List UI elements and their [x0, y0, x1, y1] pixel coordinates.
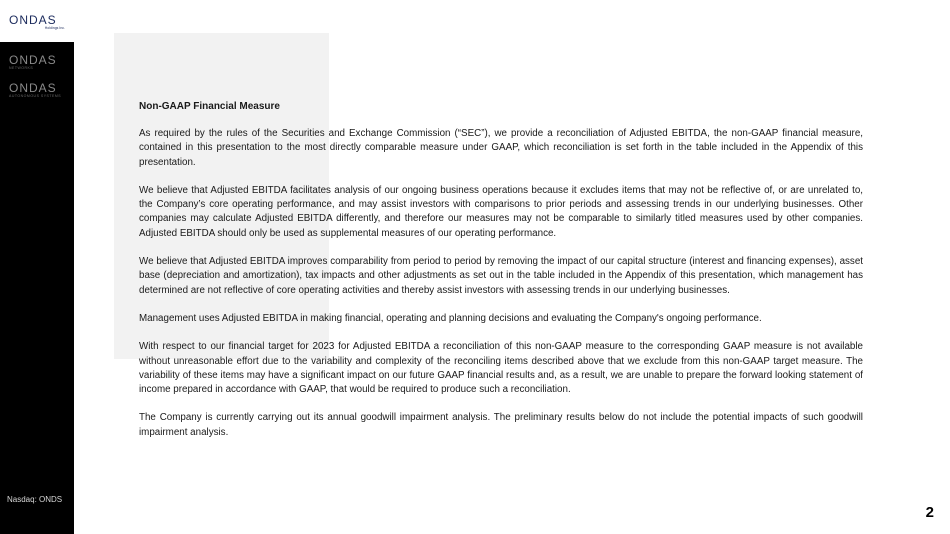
paragraph: As required by the rules of the Securities and Exchange Commission (“SEC”), we provide a reconciliation of Adjusted EBITDA, the non-GAAP financial measure, contained in this presentation to the most directly comparable measure under GAAP, which reconciliation is set forth in the table included in the Appendix of this presentation.	[139, 128, 863, 168]
left-sidebar	[0, 42, 74, 534]
logo-subtitle: Holdings Inc.	[44, 26, 65, 30]
ondas-networks-logo	[9, 54, 69, 71]
ticker-label: Nasdaq: ONDS	[7, 495, 63, 504]
logo-wordmark: ONDAS	[9, 81, 57, 95]
paragraph: The Company is currently carrying out its annual goodwill impairment analysis. The preliminary results below do not include the potential impacts of such goodwill impairment analysis.	[139, 412, 863, 438]
paragraph: With respect to our financial target for 2023 for Adjusted EBITDA a reconciliation of this non-GAAP measure to the corresponding GAAP measure is not available without unreasonable effort due to the variability and complexity of the reconciling items described above that we exclude from this non-GAAP target measure. The variability of these items may have a significant impact on our future GAAP financial results and, as a result, we are unable to prepare the forward looking statement of income prepared in accordance with GAAP, that would be required to produce such a reconciliation.	[139, 341, 863, 396]
ondas-holdings-logo	[9, 14, 69, 34]
logo-subtitle: NETWORKS	[9, 66, 34, 70]
ondas-autonomous-logo	[9, 82, 69, 99]
slide-body	[139, 100, 863, 454]
paragraph: We believe that Adjusted EBITDA improves comparability from period to period by removing the impact of our capital structure (interest and financing expenses), asset base (depreciation and amortization), tax impacts and other adjustments as set out in the table included in the Appendix of this presentation, which management has determined are not reflective of core operating activities and thereby assist investors with assessing trends in our underlying businesses.	[139, 256, 863, 296]
section-heading: Non-GAAP Financial Measure	[139, 101, 280, 112]
page-number: 2	[925, 504, 934, 521]
paragraph: Management uses Adjusted EBITDA in making financial, operating and planning decisions and evaluating the Company's ongoing performance.	[139, 312, 762, 324]
logo-subtitle: AUTONOMOUS SYSTEMS	[9, 94, 62, 98]
logo-wordmark: ONDAS	[9, 13, 57, 27]
paragraph: We believe that Adjusted EBITDA facilitates analysis of our ongoing business operations because it excludes items that may not be reflective of, or are unrelated to, the Company’s core operating performance, and may assist investors with comparisons to prior periods and assessing trends in our underlying businesses. Other companies may calculate Adjusted EBITDA differently, and therefore our measures may not be comparable to similarly titled measures used by other companies. Adjusted EBITDA should only be used as supplemental measures of our operating performance.	[139, 184, 863, 239]
logo-wordmark: ONDAS	[9, 53, 57, 67]
